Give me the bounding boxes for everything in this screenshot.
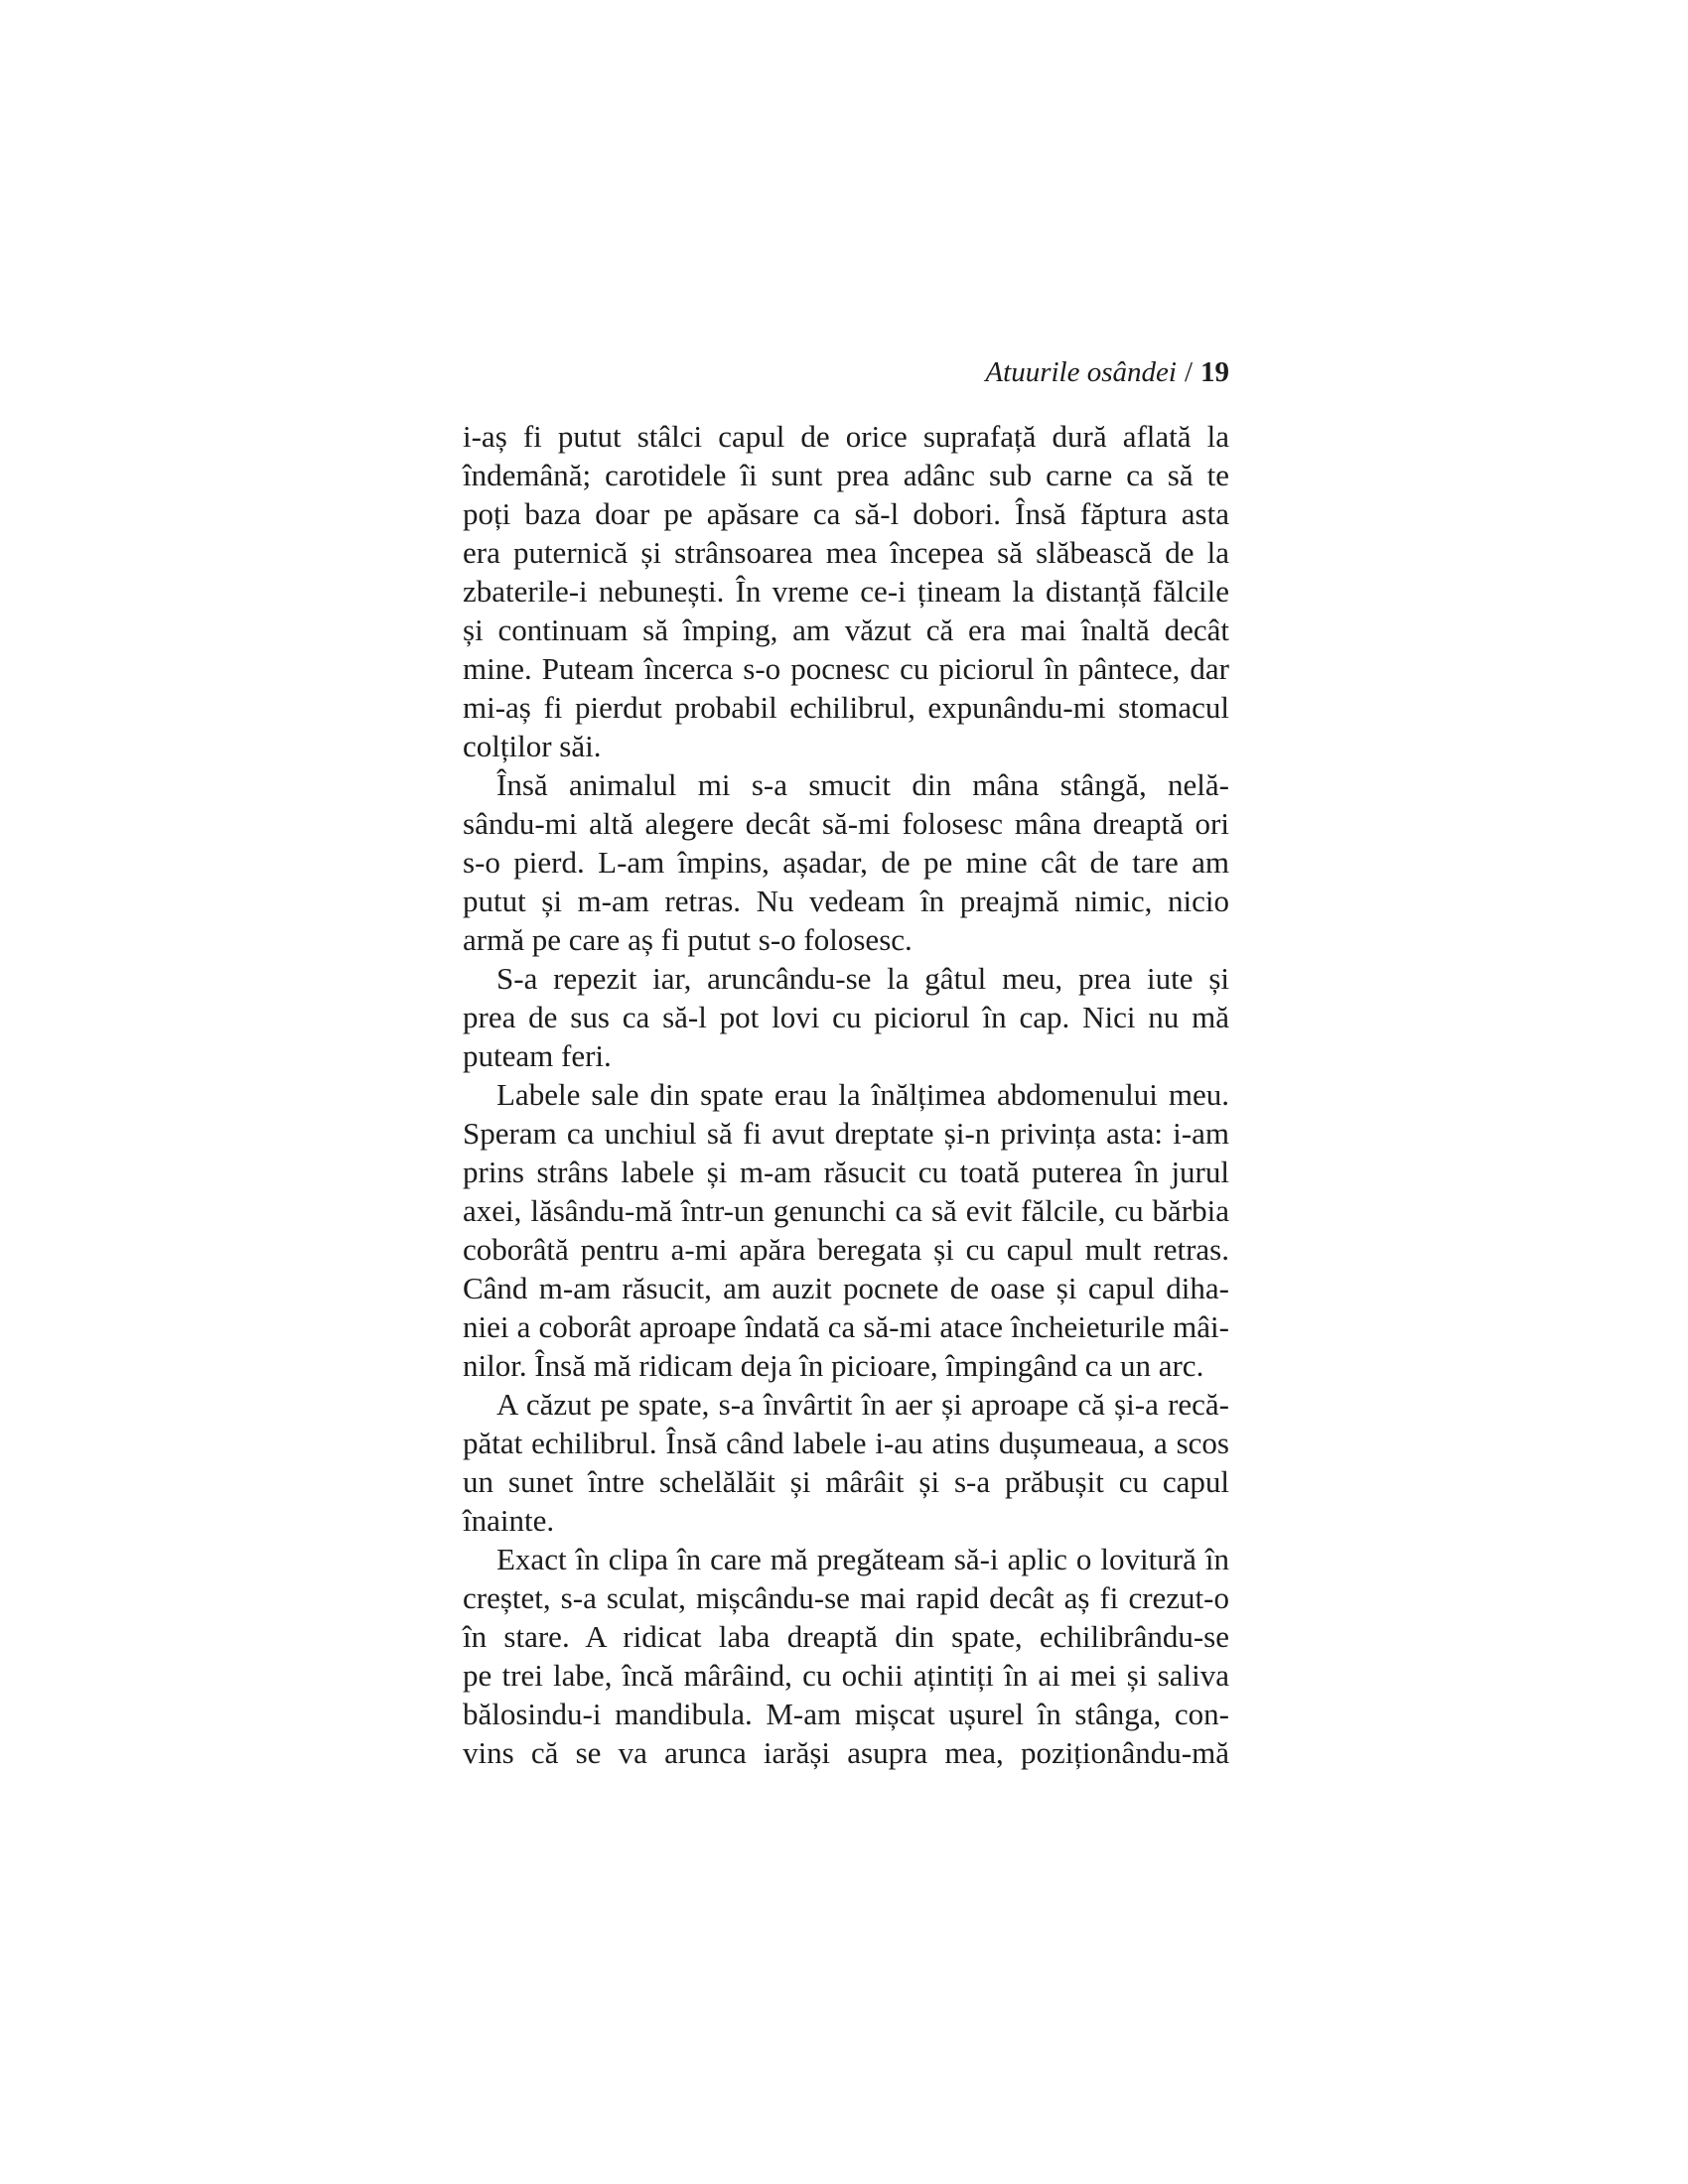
text-line: prea de sus ca să-l pot lovi cu piciorul în cap. Nici nu mă: [463, 1000, 1229, 1034]
text-line: era puternică și strânsoarea mea începea să slăbească de la: [463, 535, 1229, 570]
text-line: mi-aș fi pierdut probabil echilibrul, expunându-mi stomacul: [463, 690, 1229, 725]
text-line: în stare. A ridicat laba dreaptă din spate, echilibrându-se: [463, 1619, 1229, 1654]
text-line: înainte.: [463, 1503, 555, 1538]
text-line: puteam feri.: [463, 1038, 612, 1073]
text-line: Speram ca unchiul să fi avut dreptate și-n privința asta: i-am: [463, 1116, 1229, 1151]
text-line: mine. Puteam încerca s-o pocnesc cu piciorul în pântece, dar: [463, 651, 1229, 686]
text-line: pe trei labe, încă mârâind, cu ochii ațintiți în ai mei și saliva: [463, 1658, 1229, 1693]
text-line: și continuam să împing, am văzut că era mai înaltă decât: [463, 613, 1229, 647]
text-line: creștet, s-a sculat, mișcându-se mai rapid decât aș fi crezut-o: [463, 1580, 1229, 1615]
book-title: Atuurile osândei: [985, 356, 1177, 388]
text-line: Însă animalul mi s-a smucit din mâna stângă, nelă-: [496, 767, 1229, 802]
text-line: Când m-am răsucit, am auzit pocnete de oase și capul diha-: [463, 1271, 1229, 1305]
text-line: pătat echilibrul. Însă când labele i-au atins dușumeaua, a scos: [463, 1426, 1229, 1460]
header-separator: /: [1184, 356, 1193, 388]
text-line: putut și m-am retras. Nu vedeam în preajmă nimic, nicio: [463, 884, 1229, 918]
text-line: s-o pierd. L-am împins, așadar, de pe mine cât de tare am: [463, 845, 1229, 880]
text-line: poți baza doar pe apăsare ca să-l dobori. Însă făptura asta: [463, 496, 1229, 531]
page-number: 19: [1200, 356, 1229, 388]
text-line: S-a repezit iar, aruncându-se la gâtul meu, prea iute și: [496, 961, 1229, 996]
text-line: zbaterile-i nebunești. În vreme ce-i țineam la distanță fălcile: [463, 574, 1229, 609]
text-line: armă pe care aș fi putut s-o folosesc.: [463, 922, 913, 957]
text-line: sându-mi altă alegere decât să-mi folosesc mâna dreaptă ori: [463, 806, 1229, 841]
text-line: bălosindu-i mandibula. M-am mișcat ușurel în stânga, con-: [463, 1697, 1229, 1731]
text-line: i-aș fi putut stâlci capul de orice suprafață dură aflată la: [463, 419, 1229, 454]
text-line: colților săi.: [463, 729, 602, 763]
text-line: coborâtă pentru a-mi apăra beregata și cu capul mult retras.: [463, 1232, 1229, 1267]
text-line: A căzut pe spate, s-a învârtit în aer și aproape că și-a recă-: [496, 1387, 1229, 1422]
text-line: Labele sale din spate erau la înălțimea abdomenului meu.: [496, 1077, 1229, 1112]
text-line: îndemână; carotidele îi sunt prea adânc sub carne ca să te: [463, 458, 1229, 492]
running-header: [463, 352, 1229, 392]
body-text: [463, 417, 1229, 1772]
text-line: niei a coborât aproape îndată ca să-mi atace încheieturile mâi-: [463, 1309, 1229, 1344]
text-line: vins că se va arunca iarăși asupra mea, poziționându-mă: [463, 1735, 1229, 1770]
text-line: nilor. Însă mă ridicam deja în picioare, împingând ca un arc.: [463, 1348, 1204, 1383]
text-line: un sunet între schelălăit și mârâit și s-a prăbușit cu capul: [463, 1464, 1229, 1499]
text-line: axei, lăsându-mă într-un genunchi ca să evit fălcile, cu bărbia: [463, 1193, 1229, 1228]
text-line: prins strâns labele și m-am răsucit cu toată puterea în jurul: [463, 1155, 1229, 1189]
text-line: Exact în clipa în care mă pregăteam să-i aplic o lovitură în: [496, 1542, 1229, 1576]
